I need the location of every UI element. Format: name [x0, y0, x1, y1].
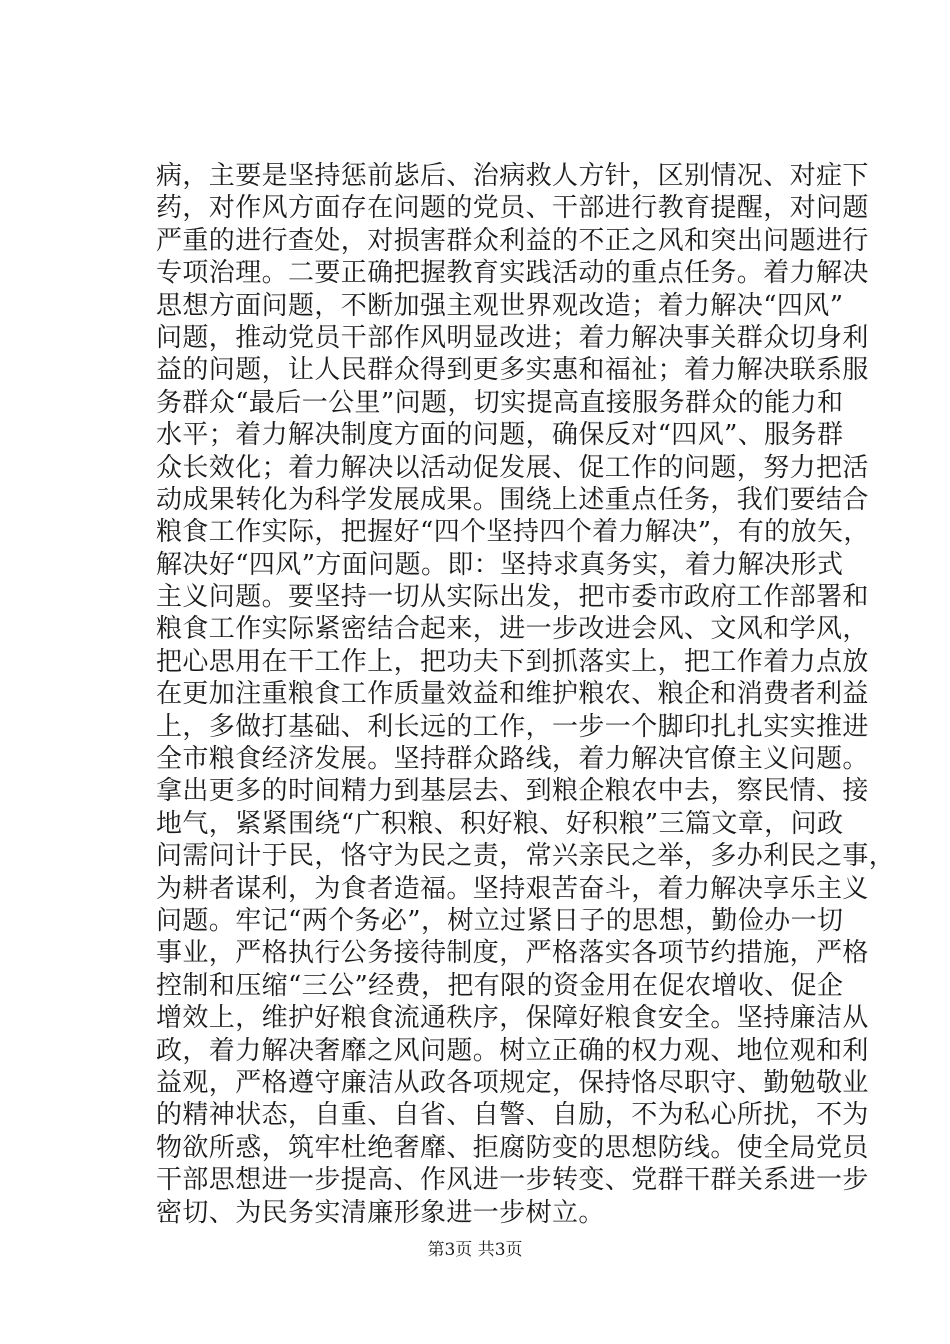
body-text: [156, 160, 896, 1229]
text-line: 思想方面问题，不断加强主观世界观改造；着力解决“四风”: [156, 290, 844, 321]
text-line: 事业，严格执行公务接待制度，严格落实各项节约措施，严格: [156, 938, 869, 969]
text-line: 政，着力解决奢靡之风问题。树立正确的权力观、地位观和利: [156, 1035, 869, 1066]
text-line: 全市粮食经济发展。坚持群众路线，着力解决官僚主义问题。: [156, 744, 869, 775]
text-line: 问题，推动党员干部作风明显改进；着力解决事关群众切身利: [156, 322, 869, 353]
text-line: 问题。牢记“两个务必”，树立过紧日子的思想，勤俭办一切: [156, 905, 844, 936]
text-line: 解决好“四风”方面问题。即：坚持求真务实，着力解决形式: [156, 549, 844, 580]
text-line: 为耕者谋利，为食者造福。坚持艰苦奋斗，着力解决享乐主义: [156, 873, 869, 904]
text-line: 粮食工作实际，把握好“四个坚持四个着力解决”，有的放矢，: [156, 517, 870, 548]
text-line: 药，对作风方面存在问题的党员、干部进行教育提醒，对问题: [156, 193, 869, 224]
text-line: 动成果转化为科学发展成果。围绕上述重点任务，我们要结合: [156, 484, 869, 515]
text-line: 问需问计于民，恪守为民之责，常兴亲民之举，多办利民之事，: [156, 841, 896, 872]
text-line: 专项治理。二要正确把握教育实践活动的重点任务。着力解决: [156, 258, 869, 289]
text-line: 粮食工作实际紧密结合起来，进一步改进会风、文风和学风，: [156, 614, 869, 645]
page-number-footer: 第3页 共3页: [427, 1240, 523, 1260]
text-line: 上，多做打基础、利长远的工作，一步一个脚印扎扎实实推进: [156, 711, 869, 742]
text-line: 病，主要是坚持惩前毖后、治病救人方针，区别情况、对症下: [156, 161, 869, 191]
text-line: 益的问题，让人民群众得到更多实惠和福祉；着力解决联系服: [156, 355, 869, 386]
text-line: 物欲所惑，筑牢杜绝奢靡、拒腐防变的思想防线。使全局党员: [156, 1132, 869, 1163]
text-line: 的精神状态，自重、自省、自警、自励，不为私心所扰，不为: [156, 1100, 869, 1131]
text-line: 益观，严格遵守廉洁从政各项规定，保持恪尽职守、勤勉敬业: [156, 1067, 869, 1098]
text-line: 干部思想进一步提高、作风进一步转变、党群干群关系进一步: [156, 1165, 869, 1196]
text-line: 在更加注重粮食工作质量效益和维护粮农、粮企和消费者利益: [156, 679, 869, 710]
text-line: 把心思用在干工作上，把功夫下到抓落实上，把工作着力点放: [156, 646, 869, 677]
text-line: 控制和压缩“三公”经费，把有限的资金用在促农增收、促企: [156, 970, 844, 1001]
text-line: 密切、为民务实清廉形象进一步树立。: [156, 1197, 605, 1228]
text-line: 水平；着力解决制度方面的问题，确保反对“四风”、服务群: [156, 420, 844, 451]
text-line: 严重的进行查处，对损害群众利益的不正之风和突出问题进行: [156, 225, 869, 256]
text-line: 主义问题。要坚持一切从实际出发，把市委市政府工作部署和: [156, 582, 869, 613]
text-line: 地气，紧紧围绕“广积粮、积好粮、好积粮”三篇文章，问政: [156, 808, 844, 839]
text-line: 众长效化；着力解决以活动促发展、促工作的问题，努力把活: [156, 452, 869, 483]
text-line: 拿出更多的时间精力到基层去、到粮企粮农中去，察民情、接: [156, 776, 869, 807]
text-line: 增效上，维护好粮食流通秩序，保障好粮食安全。坚持廉洁从: [156, 1003, 869, 1034]
text-line: 务群众“最后一公里”问题，切实提高直接服务群众的能力和: [156, 387, 844, 418]
